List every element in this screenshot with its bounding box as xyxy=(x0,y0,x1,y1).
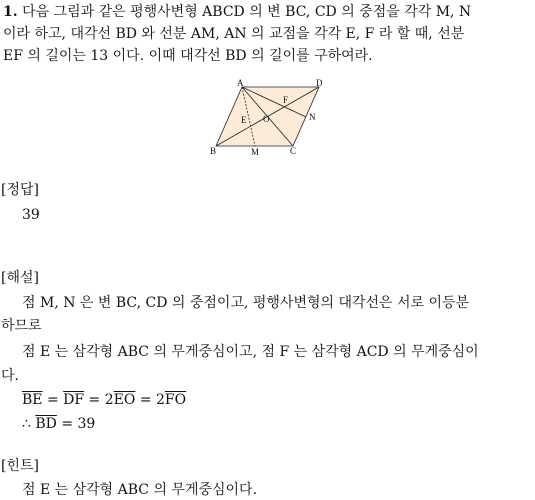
explanation-line-2: 하므로 xyxy=(1,318,42,334)
label-m: M xyxy=(251,147,260,157)
label-n: N xyxy=(309,112,316,122)
segment-eo: $\overline{EO}$ xyxy=(113,392,136,408)
equation-result xyxy=(22,414,95,434)
label-e: E xyxy=(241,115,247,125)
explanation-line-4: 다. xyxy=(1,368,19,384)
equals-1: = xyxy=(42,392,64,408)
explanation-heading: [해설] xyxy=(1,270,39,286)
therefore-symbol: ∴ xyxy=(22,416,36,432)
label-o: O xyxy=(263,114,270,124)
equals-2: = 2 xyxy=(84,392,114,408)
label-b: B xyxy=(210,146,217,156)
segment-fo: $\overline{FO}$ xyxy=(164,392,187,408)
equation-ratio xyxy=(22,390,186,410)
problem-line-1 xyxy=(3,2,471,22)
problem-text-1: 다음 그림과 같은 평행사변형 ABCD 의 변 BC, CD 의 중점을 각각 M, N xyxy=(22,4,472,20)
result-value: = 39 xyxy=(56,416,96,432)
equals-3: = 2 xyxy=(135,392,165,408)
segment-df: $\overline{DF}$ xyxy=(63,392,85,408)
label-c: C xyxy=(290,146,297,156)
problem-line-3: EF 의 길이는 13 이다. 이때 대각선 BD 의 길이를 구하여라. xyxy=(3,48,373,64)
answer-value: 39 xyxy=(22,207,40,223)
explanation-line-1: 점 M, N 은 변 BC, CD 의 중점이고, 평행사변형의 대각선은 서로 이등분 xyxy=(22,295,470,311)
label-a: A xyxy=(237,78,244,88)
parallelogram-figure xyxy=(205,78,335,158)
segment-bd: $\overline{BD}$ xyxy=(35,416,57,432)
segment-be: $\overline{BE}$ xyxy=(22,392,43,408)
answer-heading: [정답] xyxy=(1,182,39,198)
problem-line-2: 이라 하고, 대각선 BD 와 선분 AM, AN 의 교점을 각각 E, F 라 할 때, 선분 xyxy=(3,26,465,42)
problem-number: 1. xyxy=(3,4,18,20)
label-f: F xyxy=(283,95,289,105)
explanation-line-3: 점 E 는 삼각형 ABC 의 무게중심이고, 점 F 는 삼각형 ACD 의 무게중심이 xyxy=(22,344,479,360)
label-d: D xyxy=(316,78,323,88)
hint-line-1: 점 E 는 삼각형 ABC 의 무게중심이다. xyxy=(22,482,258,498)
hint-heading: [힌트] xyxy=(1,458,39,474)
